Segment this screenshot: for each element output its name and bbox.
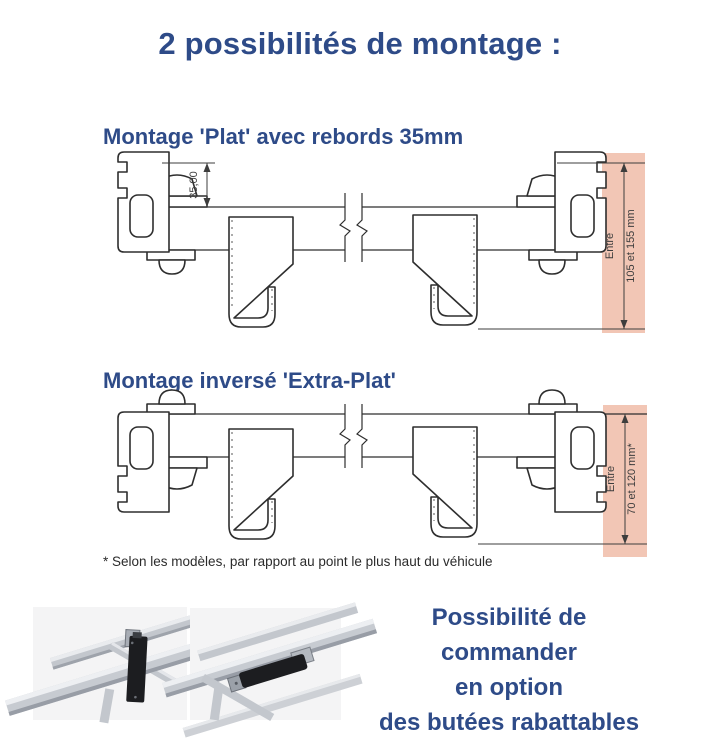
height-range-value-inverse: 70 et 120 mm* (626, 443, 638, 515)
option-note (368, 600, 650, 740)
height-range-prefix-inverse: Entre (605, 465, 617, 493)
height-range-value-flat: 105 et 155 mm (625, 209, 637, 283)
photo-butee-folded (190, 608, 341, 720)
option-note-line1: Possibilité de commander (431, 604, 587, 666)
rail-profile-left (118, 152, 207, 274)
dimension-35mm-label: 35,00 (188, 171, 200, 199)
rail-profile-left-inverted (118, 390, 207, 512)
option-note-line3: des butées rabattables (378, 709, 640, 736)
height-range-prefix-flat: Entre (604, 232, 616, 260)
break-symbol (340, 193, 367, 262)
hook-bracket-right (413, 427, 477, 537)
rail-profile-right (517, 152, 606, 274)
footnote: * Selon les modèles, par rapport au point le plus haut du véhicule (103, 554, 493, 569)
hook-bracket-right (413, 215, 477, 325)
section-flat-heading: Montage 'Plat' avec rebords 35mm (103, 124, 464, 149)
option-note-line2: en option (455, 674, 563, 701)
hook-bracket-left (229, 429, 293, 539)
rail-profile-right-inverted (517, 390, 606, 512)
load-bar (140, 207, 594, 250)
diagram-montage-inverse (112, 396, 660, 571)
photo-butee-deployed (33, 607, 187, 720)
diagram-montage-plat (112, 148, 660, 348)
hook-bracket-left (229, 217, 293, 327)
section-inverse-heading: Montage inversé 'Extra-Plat' (103, 368, 396, 393)
page-title: 2 possibilités de montage : (158, 26, 562, 61)
